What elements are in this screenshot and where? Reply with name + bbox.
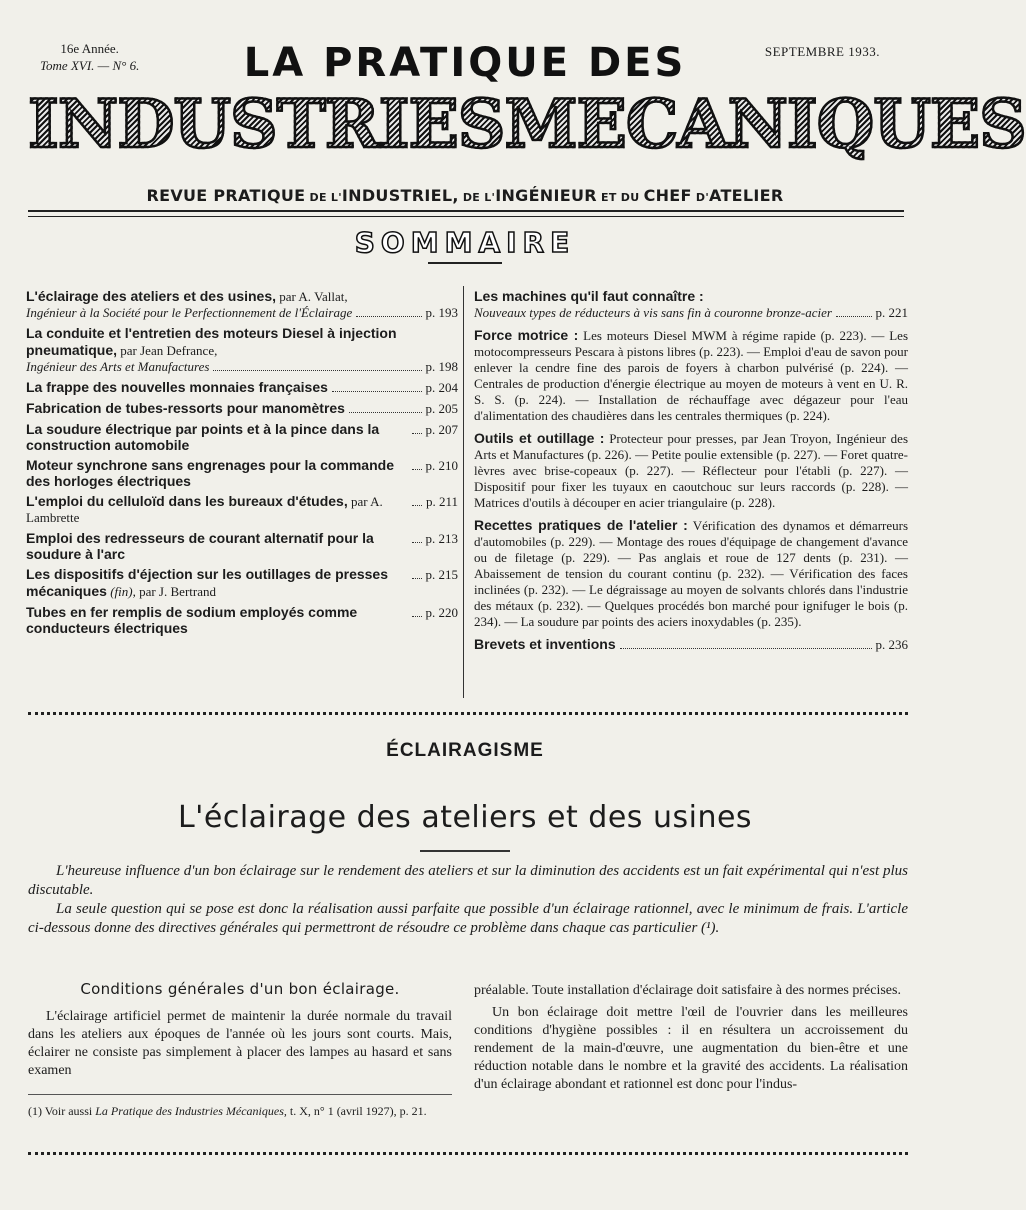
toc-entry[interactable] (26, 566, 458, 600)
toc-entry[interactable] (26, 604, 458, 636)
toc-entry-title: Moteur synchrone sans engrenages pour la commande des horloges électriques (26, 457, 394, 489)
toc-entry[interactable] (26, 379, 458, 396)
subtitle-part: INGÉNIEUR (495, 186, 597, 205)
toc-right-column (474, 288, 908, 657)
toc-entry-title: Fabrication de tubes-ressorts pour manomètres (26, 400, 345, 416)
section-label: ÉCLAIRAGISME (386, 740, 544, 761)
toc-entry-title: L'éclairage des ateliers et des usines, (26, 288, 277, 304)
sommaire-underline (428, 262, 502, 264)
toc-entry[interactable] (474, 288, 908, 321)
footnote-ref: La Pratique des Industries Mécaniques, (95, 1104, 287, 1118)
toc-entry-title: Recettes pratiques de l'atelier : (474, 517, 688, 533)
subtitle-part: ATELIER (709, 186, 784, 205)
footnote (28, 1104, 452, 1119)
toc-entry[interactable] (26, 493, 458, 526)
article-paragraph: L'éclairage artificiel permet de maintenir la durée normale du travail dans les ateliers aux époques de l'année où les jours sont courts. Mais, éclairer ne consiste pas simplement à placer des lampes au hasard et sans examen (28, 1009, 452, 1078)
toc-entry[interactable] (26, 288, 458, 321)
issue-date: SEPTEMBRE 1933. (764, 44, 880, 59)
subtitle-part: CHEF (643, 186, 692, 205)
toc-entry[interactable] (26, 530, 458, 562)
masthead-rule (28, 210, 904, 217)
article-title: L'éclairage des ateliers et des usines (177, 800, 753, 835)
toc-entry[interactable] (26, 400, 458, 417)
toc-entry-author-prefix: par (347, 494, 371, 509)
journal-subtitle (0, 186, 930, 205)
toc-entry-page: p. 205 (425, 401, 458, 416)
section-divider (28, 712, 908, 715)
article-paragraph: préalable. Toute installation d'éclairage doit satisfaire à des normes précises. (474, 983, 901, 998)
toc-entry-page: p. 221 (875, 305, 908, 320)
toc-entry-page: p. 198 (425, 359, 458, 374)
toc-entry-desc: Nouveaux types de réducteurs à vis sans fin à couronne bronze-acier (474, 305, 832, 320)
toc-entry-author-prefix: par J. (135, 584, 171, 599)
toc-entry-title: La soudure électrique par points et à la pince dans la construction automobile (26, 421, 380, 453)
toc-entry-title: La frappe des nouvelles monnaies françaises (26, 379, 328, 395)
toc-entry-author: Bertrand (170, 584, 216, 599)
toc-entry-page: p. 204 (425, 380, 458, 395)
intro-paragraph: L'heureuse influence d'un bon éclairage sur le rendement des ateliers et sur la diminution des accidents est un fait expérimental qui n'est plus discutable. (28, 863, 908, 898)
article-column-right (474, 982, 908, 1098)
page-bottom-divider (28, 1152, 908, 1155)
toc-entry[interactable] (474, 517, 908, 630)
article-intro (28, 862, 908, 938)
subtitle-part: DE L' (305, 191, 342, 204)
subtitle-part: D' (691, 191, 710, 204)
toc-entry[interactable] (26, 325, 458, 375)
footnote-text: (1) Voir aussi (28, 1104, 96, 1118)
article-title-underline (420, 850, 510, 852)
toc-entry-author: A. Lambrette (26, 494, 383, 525)
journal-title-main (28, 85, 1026, 163)
toc-entry-title: La conduite et l'entretien des moteurs Diesel à injection pneumatique, (26, 325, 397, 358)
toc-entry-note: Ingénieur à la Société pour le Perfectionnement de l'Éclairage (26, 305, 353, 320)
article-paragraph: Un bon éclairage doit mettre l'œil de l'ouvrier dans les meilleures conditions d'hygiène possibles : il en résultera un accroissement du rendement de la main-d'œuvre, une augmentation du bien-être et une réduction notable dans le nombre et la gravité des accidents. La réalisation d'un éclairage abondant et rationnel est donc pour l'indus- (474, 1005, 908, 1092)
toc-entry-note: Ingénieur des Arts et Manufactures (26, 359, 210, 374)
toc-entry-author-prefix: par A. (276, 289, 315, 304)
subtitle-part: INDUSTRIEL, (341, 186, 459, 205)
toc-entry-note: (fin), (110, 584, 136, 599)
toc-entry-title: Les dispositifs d'éjection sur les outillages de presses mécaniques (26, 566, 389, 599)
toc-entry[interactable] (26, 421, 458, 453)
toc-entry-desc: Les moteurs Diesel MWM à régime rapide (p. 223). — Les motocompresseurs Pescara à pistons libres (p. 223). — Emploi d'eau de savon pour enlever la cendre fine des parois de foyers à charbon pulvérisé (p. 224). — Centrales de production d'énergie électrique au moyen de moteurs à vent en U. R. S. S. (p. 224). — Installation de réchauffage avec dégazeur pour l'eau d'alimentation des chaudières dans les centrales thermiques (p. 224). (474, 328, 909, 423)
toc-entry-page: p. 207 (425, 422, 458, 437)
issue-year: 16e Année. (60, 41, 119, 56)
title-word-mecaniques: MECANIQUES (504, 85, 1026, 163)
toc-entry-page: p. 215 (425, 567, 458, 582)
subtitle-part: REVUE PRATIQUE (146, 186, 306, 205)
toc-entry[interactable] (474, 636, 908, 653)
toc-entry-page: p. 213 (425, 531, 458, 546)
journal-title-top: LA PRATIQUE DES (243, 40, 687, 86)
toc-entry-title: Tubes en fer remplis de sodium employés comme conducteurs électriques (26, 604, 358, 636)
toc-entry-author: Defrance, (166, 343, 218, 358)
footnote-text: t. X, n° 1 (avril 1927), p. 21. (286, 1104, 427, 1118)
toc-entry-desc: Vérification des dynamos et démarreurs d'automobiles (p. 229). — Montage des roues d'équipage de changement d'avance ou de filetage (p. 229). — Pas anglais et roue de 127 dents (p. 231). — Abaissement de tension du courant continu (p. 232). — Vérification des faces inclinées (p. 232). — Le dégraissage au moyen de solvants chlorés dans l'industrie des métaux (p. 232). — Quelques procédés bon marché pour ignifuger le bois (p. 234). — La soudure par points des aciers inoxydables (p. 235). (474, 518, 909, 629)
toc-entry-title: Outils et outillage : (474, 430, 605, 446)
toc-entry[interactable] (474, 327, 908, 424)
toc-entry[interactable] (474, 430, 908, 511)
toc-entry-page: p. 210 (425, 458, 458, 473)
toc-entry-title: Emploi des redresseurs de courant alternatif pour la soudure à l'arc (26, 530, 374, 562)
toc-entry-desc: Protecteur pour presses, par Jean Troyon, Ingénieur des Arts et Manufactures (p. 226). — Petite poulie extensible (p. 227). — Foret quatre-lèvres avec brise-copeaux (p. 227). — Réflecteur pour l'établi (p. 227). — Dispositif pour fixer les tuyaux en caoutchouc sur leurs raccords (p. 228). — Matrices d'outils à découper en acier triangulaire (p. 228). (474, 431, 909, 510)
toc-entry-page: p. 220 (425, 605, 458, 620)
sommaire-heading: SOMMAIRE (354, 226, 576, 259)
toc-entry[interactable] (26, 457, 458, 489)
article-column-left (28, 980, 452, 1080)
title-word-industries: INDUSTRIES (28, 85, 505, 163)
toc-entry-author: Vallat, (314, 289, 348, 304)
toc-entry-page: p. 236 (875, 637, 908, 652)
toc-entry-title: Brevets et inventions (474, 636, 616, 652)
footnote-rule (28, 1094, 452, 1095)
toc-entry-title: L'emploi du celluloïd dans les bureaux d'études, (26, 493, 348, 509)
subtitle-part: DE L' (458, 191, 496, 204)
toc-entry-title: Force motrice : (474, 327, 579, 343)
toc-entry-page: p. 211 (425, 494, 458, 509)
article-subheading: Conditions générales d'un bon éclairage. (80, 980, 400, 998)
intro-paragraph: La seule question qui se pose est donc la réalisation aussi parfaite que possible d'un éclairage rationnel, avec le minimum de frais. L'article ci-dessous donne des directives générales qui permettront de résoudre ce problème dans chaque cas particulier (¹). (28, 901, 908, 936)
toc-entry-author-prefix: par Jean (117, 343, 167, 358)
toc-entry-title: Les machines qu'il faut connaître : (474, 288, 704, 304)
toc-entry-page: p. 193 (425, 305, 458, 320)
toc-left-column (26, 288, 458, 640)
subtitle-part: ET DU (596, 191, 644, 204)
issue-tome: Tome XVI. — N° 6. (40, 58, 140, 73)
toc-divider (463, 286, 464, 698)
